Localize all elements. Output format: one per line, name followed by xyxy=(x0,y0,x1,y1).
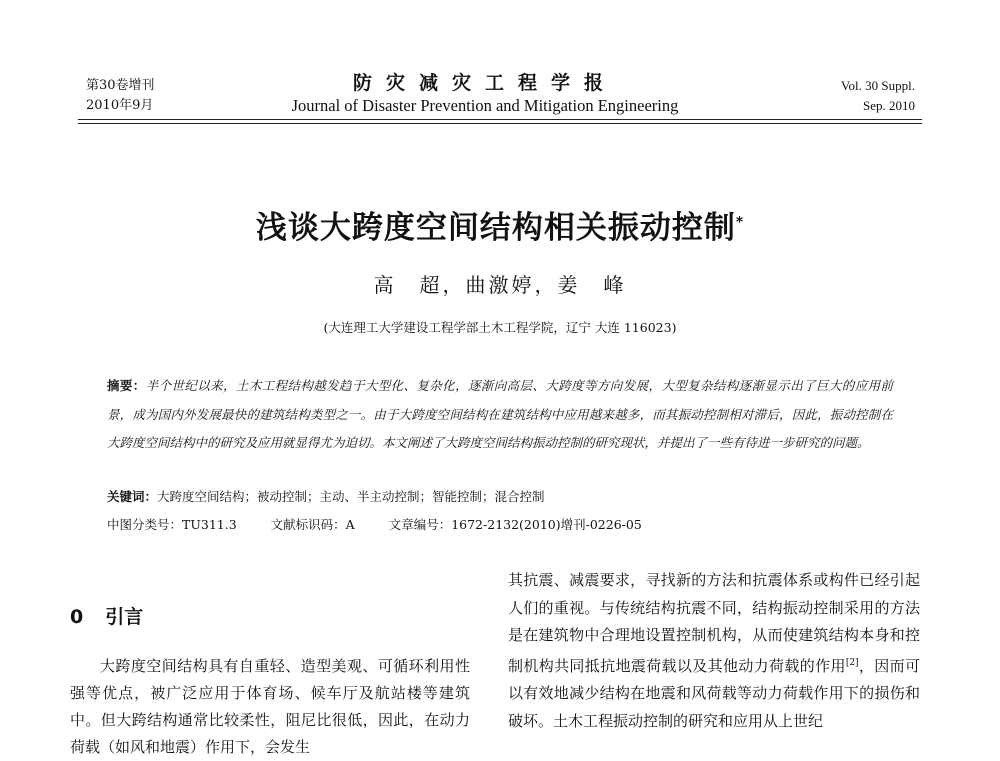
right-text-part2: ，因而可以有效地减少结构在地震和风荷载等动力荷载作用下的损伤和破坏。土木工程振动控制的研究和应用从上世纪 xyxy=(508,656,920,730)
journal-header-left xyxy=(86,76,155,116)
abstract-text: 半个世纪以来，土木工程结构越发趋于大型化、复杂化，逐渐向高层、大跨度等方向发展，大型复杂结构逐渐显示出了巨大的应用前景，成为国内外发展最快的建筑结构类型之一。由于大跨度空间结构在建筑结构中应用越来越多，而其振动控制相对滞后，因此，振动控制在大跨度空间结构中的研究及应用就显得尤为迫切。本文阐述了大跨度空间结构振动控制的研究现状，并提出了一些有待进一步研究的问题。 xyxy=(107,378,893,450)
section-title: 引言 xyxy=(105,606,144,628)
paper-title-text: 浅谈大跨度空间结构相关振动控制 xyxy=(255,210,736,246)
abstract xyxy=(107,372,893,458)
document-code: 文献标识码：A xyxy=(270,517,355,532)
journal-name-en: Journal of Disaster Prevention and Mitigation Engineering xyxy=(291,96,679,115)
paper-authors: 高 超，曲激婷，姜 峰 xyxy=(373,273,627,297)
journal-header-center xyxy=(250,70,720,116)
volume-cn: 第30卷增刊 xyxy=(86,78,155,93)
right-text-part1: 其抗震、减震要求，寻找新的方法和抗震体系或构件已经引起人们的重视。与传统结构抗震不同，结构振动控制采用的方法是在建筑物中合理地设置控制机构，从而使建筑结构本身和控制机构共同抵抗地震荷载以及其他动力荷载的作用 xyxy=(508,571,920,675)
paper-affiliation: (大连理工大学建设工程学部土木工程学院，辽宁 大连 116023) xyxy=(323,320,677,335)
keywords-label: 关键词： xyxy=(107,489,158,504)
journal-header-right xyxy=(841,76,915,116)
section-heading xyxy=(70,602,143,629)
date-cn: 2010年9月 xyxy=(86,98,154,113)
body-left-column: 大跨度空间结构具有自重轻、造型美观、可循环利用性强等优点，被广泛应用于体育场、候车厅及航站楼等建筑中。但大跨结构通常比较柔性，阻尼比很低，因此，在动力荷载（如风和地震）作用下，会发生 xyxy=(70,657,470,756)
article-number: 文章编号：1672-2132(2010)增刊-0226-05 xyxy=(388,517,642,532)
header-rule-thick xyxy=(78,119,922,120)
keywords xyxy=(107,487,893,507)
volume-en: Vol. 30 Suppl. xyxy=(840,78,915,93)
title-footnote-mark: * xyxy=(735,214,745,231)
reference-mark: [2] xyxy=(845,657,859,668)
section-number: 0 xyxy=(70,606,84,628)
body-right-column xyxy=(508,567,920,735)
clc-number: 中图分类号：TU311.3 xyxy=(107,517,237,532)
keywords-text: 大跨度空间结构；被动控制；主动、半主动控制；智能控制；混合控制 xyxy=(157,489,545,504)
paper-title xyxy=(0,202,1000,247)
date-en: Sep. 2010 xyxy=(863,98,915,113)
abstract-label: 摘要： xyxy=(107,378,146,393)
classification-line xyxy=(107,515,893,535)
journal-name-cn: 防灾减灾工程学报 xyxy=(352,72,617,94)
header-rule-thin xyxy=(78,123,922,124)
